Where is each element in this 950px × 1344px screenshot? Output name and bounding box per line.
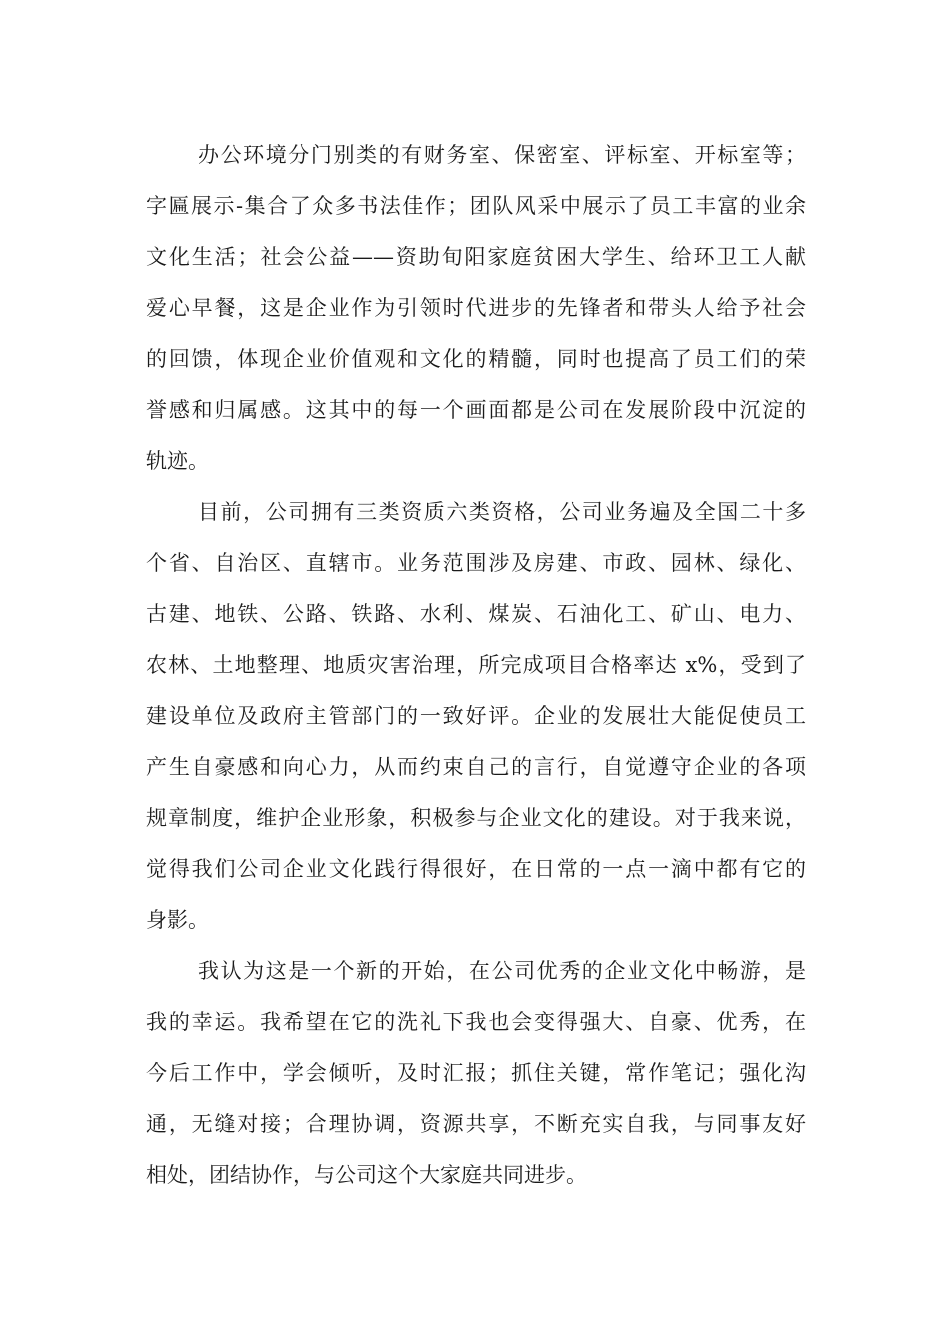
text-line: 古建、地铁、公路、铁路、水利、煤炭、石油化工、矿山、电力、: [146, 602, 806, 626]
text-line: 的回馈，体现企业价值观和文化的精髓，同时也提高了员工们的荣: [146, 347, 806, 371]
text-line: 文化生活；社会公益——资助旬阳家庭贫困大学生、给环卫工人献: [146, 245, 806, 269]
text-line: 通，无缝对接；合理协调，资源共享，不断充实自我，与同事友好: [146, 1112, 806, 1136]
text-line: 个省、自治区、直辖市。业务范围涉及房建、市政、园林、绿化、: [146, 551, 806, 575]
text-line: 规章制度，维护企业形象，积极参与企业文化的建设。对于我来说，: [146, 806, 806, 830]
text-line: 身影。: [146, 908, 209, 932]
text-line: 轨迹。: [146, 449, 209, 473]
text-line: 产生自豪感和向心力，从而约束自己的言行，自觉遵守企业的各项: [146, 755, 806, 779]
text-line: 字匾展示-集合了众多书法佳作；团队风采中展示了员工丰富的业余: [146, 194, 806, 218]
document-body: [146, 130, 806, 1201]
text-line: 誉感和归属感。这其中的每一个画面都是公司在发展阶段中沉淀的: [146, 398, 806, 422]
text-line: 目前，公司拥有三类资质六类资格，公司业务遍及全国二十多: [198, 500, 806, 524]
text-line: 爱心早餐，这是企业作为引领时代进步的先锋者和带头人给予社会: [146, 296, 806, 320]
text-line: 今后工作中，学会倾听，及时汇报；抓住关键，常作笔记；强化沟: [146, 1061, 806, 1085]
text-line: 办公环境分门别类的有财务室、保密室、评标室、开标室等；: [198, 143, 806, 167]
text-line: 我认为这是一个新的开始，在公司优秀的企业文化中畅游，是: [198, 959, 806, 983]
text-line: 觉得我们公司企业文化践行得很好，在日常的一点一滴中都有它的: [146, 857, 806, 881]
text-line: 相处，团结协作，与公司这个大家庭共同进步。: [146, 1163, 587, 1187]
paragraph-1: [146, 130, 806, 487]
paragraph-3: [146, 946, 806, 1201]
text-line: 农林、土地整理、地质灾害治理，所完成项目合格率达 x%，受到了: [146, 653, 806, 677]
paragraph-2: [146, 487, 806, 946]
text-line: 建设单位及政府主管部门的一致好评。企业的发展壮大能促使员工: [146, 704, 806, 728]
text-line: 我的幸运。我希望在它的洗礼下我也会变得强大、自豪、优秀，在: [146, 1010, 806, 1034]
